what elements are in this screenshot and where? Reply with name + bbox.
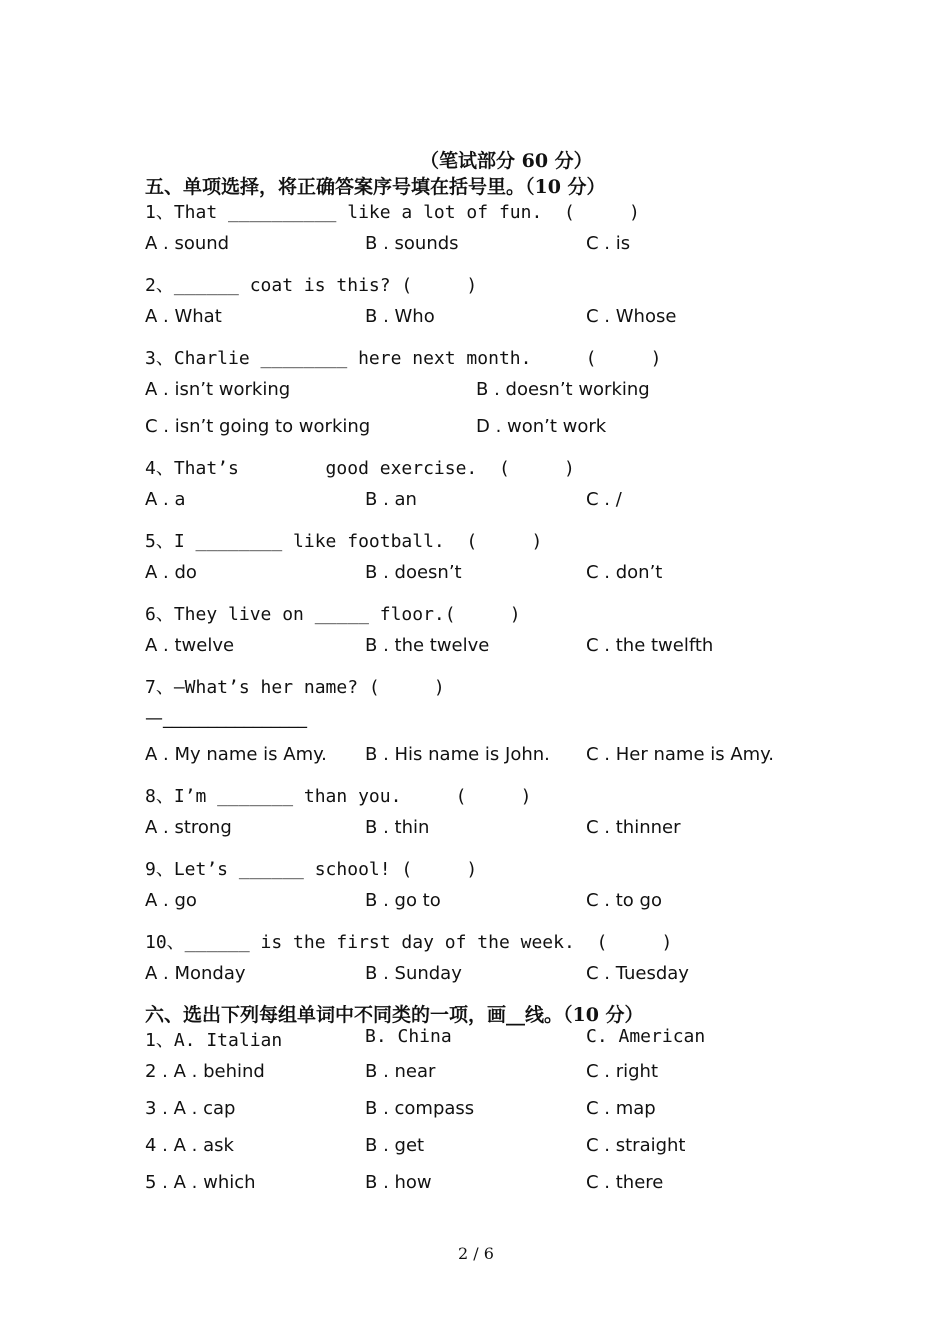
question-7: 7、—What’s her name? ( ) [145,677,445,698]
option-9b: B . go to [365,890,441,911]
option-6b: B . the twelve [365,635,490,656]
page-number: 2 / 6 [458,1244,494,1263]
s6-row1-a: 1、A. Italian [145,1030,283,1051]
option-5a: A . do [145,562,197,583]
option-5c: C . don’t [586,562,663,583]
part-title: （笔试部分 60 分） [420,150,593,172]
s6-row4-c: C . straight [586,1135,686,1156]
option-2a: A . What [145,306,222,327]
option-9a: A . go [145,890,197,911]
option-2b: B . Who [365,306,435,327]
question-4: 4、That’s good exercise. ( ) [145,458,575,479]
s6-row1-c: C. American [586,1026,706,1047]
question-9: 9、Let’s ______ school! ( ) [145,859,478,880]
option-9c: C . to go [586,890,662,911]
option-2c: C . Whose [586,306,677,327]
answer-line-7: —________________ [145,708,307,729]
s6-row2-b: B . near [365,1061,436,1082]
question-2: 2、______ coat is this? ( ) [145,275,478,296]
s6-row1-b: B. China [365,1026,452,1047]
option-7a: A . My name is Amy. [145,744,327,765]
option-3a: A . isn’t working [145,379,291,400]
option-8a: A . strong [145,817,232,838]
option-8c: C . thinner [586,817,681,838]
option-6a: A . twelve [145,635,235,656]
s6-row2-c: C . right [586,1061,659,1082]
option-8b: B . thin [365,817,430,838]
option-4c: C . / [586,489,622,510]
question-6: 6、They live on _____ floor.( ) [145,604,521,625]
question-5: 5、I ________ like football. ( ) [145,531,543,552]
s6-row2-a: 2 . A . behind [145,1061,265,1082]
question-10: 10、______ is the first day of the week. ( ) [145,932,673,953]
option-7b: B . His name is John. [365,744,550,765]
s6-row4-a: 4 . A . ask [145,1135,234,1156]
s6-row3-b: B . compass [365,1098,475,1119]
option-3b: B . doesn’t working [476,379,650,400]
option-4b: B . an [365,489,417,510]
s6-row5-b: B . how [365,1172,432,1193]
option-1a: A . sound [145,233,230,254]
s6-row4-b: B . get [365,1135,425,1156]
option-1b: B . sounds [365,233,459,254]
section6-title: 六、选出下列每组单词中不同类的一项，画__线。（10 分） [145,1004,644,1026]
option-4a: A . a [145,489,186,510]
option-3c: C . isn’t going to working [145,416,371,437]
option-10c: C . Tuesday [586,963,689,984]
question-3: 3、Charlie ________ here next month. ( ) [145,348,662,369]
question-8: 8、I’m _______ than you. ( ) [145,786,532,807]
option-10a: A . Monday [145,963,246,984]
option-7c: C . Her name is Amy. [586,744,774,765]
option-10b: B . Sunday [365,963,462,984]
question-1: 1、That __________ like a lot of fun. ( ) [145,202,640,223]
s6-row3-a: 3 . A . cap [145,1098,236,1119]
s6-row5-a: 5 . A . which [145,1172,256,1193]
section5-title: 五、单项选择，将正确答案序号填在括号里。（10 分） [145,176,606,198]
option-3d: D . won’t work [476,416,607,437]
option-1c: C . is [586,233,631,254]
s6-row5-c: C . there [586,1172,664,1193]
option-6c: C . the twelfth [586,635,714,656]
option-5b: B . doesn’t [365,562,462,583]
s6-row3-c: C . map [586,1098,656,1119]
